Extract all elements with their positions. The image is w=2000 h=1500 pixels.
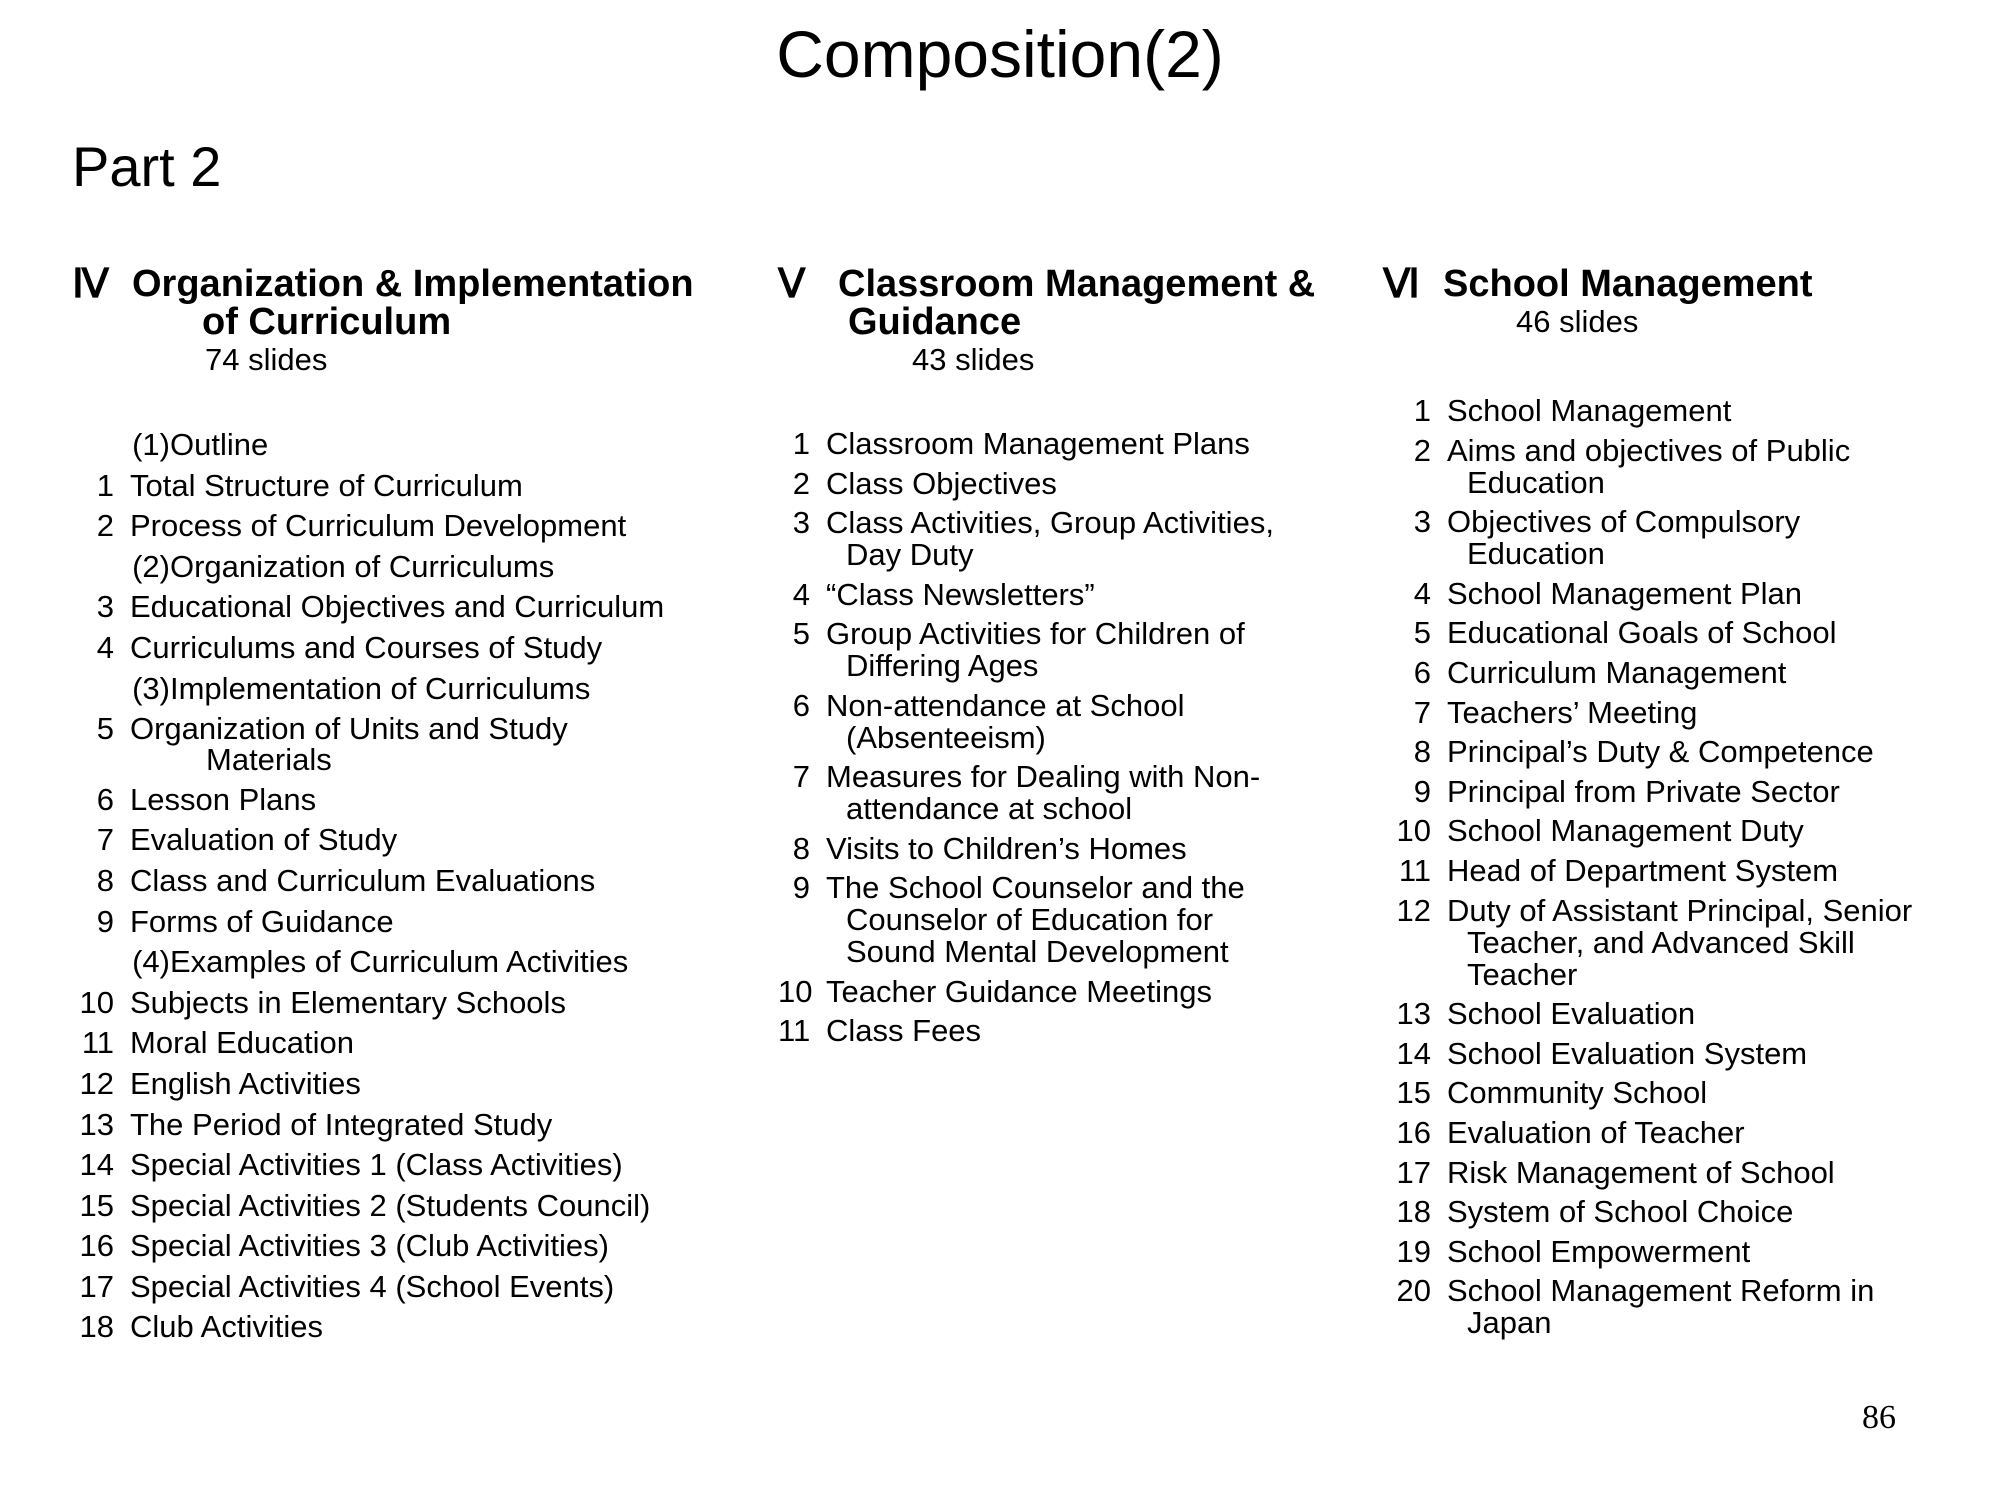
- list-item: [778, 1015, 1378, 1047]
- item-text: Principal’s Duty & Competence: [1447, 734, 1874, 770]
- item-text: English Activities: [130, 1065, 361, 1101]
- column-title: [132, 265, 694, 341]
- item-text-block: [826, 465, 1378, 501]
- column-school-management: [1383, 261, 1983, 1347]
- item-number: 5: [96, 711, 114, 747]
- item-text: Teachers’ Meeting: [1447, 694, 1698, 730]
- item-text-block: [170, 548, 772, 584]
- section-number: (1): [132, 427, 170, 462]
- item-number: 16: [1396, 1114, 1431, 1150]
- item-number: 11: [81, 1025, 114, 1061]
- slide-count: 46 slides: [1516, 304, 1639, 339]
- item-text-block: [1447, 773, 1983, 809]
- item-number: 3: [1413, 504, 1431, 540]
- item-text: School Management Reform in: [1447, 1273, 1875, 1309]
- item-text-block: [826, 830, 1378, 866]
- item-text-block: [1447, 432, 1983, 500]
- list-item: [72, 467, 772, 503]
- item-text-block: [1447, 736, 1983, 768]
- column-heading: [1383, 261, 1983, 306]
- item-text: Forms of Guidance: [130, 903, 394, 939]
- item-number: 12: [79, 1065, 114, 1101]
- item-number: 5: [792, 616, 810, 651]
- list-item: [1383, 892, 1983, 992]
- item-text-block: [1447, 815, 1983, 847]
- column-title-line1: Classroom Management &: [838, 263, 1316, 305]
- column-classroom-management: [778, 261, 1378, 1055]
- section-heading: [72, 548, 772, 584]
- item-text: Duty of Assistant Principal, Senior: [1447, 892, 1913, 928]
- slide-count: 74 slides: [205, 342, 328, 377]
- item-text: Special Activities 3 (Club Activities): [130, 1228, 609, 1264]
- list-item: [778, 973, 1378, 1009]
- item-text-block: [170, 429, 772, 461]
- list-item: [778, 687, 1378, 755]
- item-text-block: [170, 946, 772, 978]
- topic-list: [1383, 395, 1983, 1339]
- item-number: 14: [79, 1147, 114, 1183]
- item-text-block: [826, 428, 1378, 460]
- item-number: 6: [792, 687, 810, 723]
- item-number: 6: [96, 781, 114, 817]
- item-text-block: [130, 1027, 772, 1059]
- item-text-continuation: Materials: [206, 742, 332, 778]
- item-number: 14: [1396, 1035, 1431, 1071]
- section-heading: [72, 429, 772, 461]
- item-number: 18: [79, 1309, 114, 1345]
- item-number: 3: [792, 505, 810, 540]
- item-text-block: [130, 1230, 772, 1262]
- list-item: [72, 711, 772, 778]
- topic-list: [72, 429, 772, 1343]
- item-text-continuation: Differing Ages: [846, 648, 1039, 683]
- item-number: 13: [79, 1106, 114, 1142]
- list-item: [1383, 654, 1983, 690]
- roman-numeral: Ⅴ: [778, 261, 806, 306]
- item-text: Class Activities, Group Activities,: [826, 505, 1274, 540]
- item-number: 4: [96, 629, 114, 665]
- list-item: [72, 1027, 772, 1059]
- item-text-block: [130, 1187, 772, 1223]
- column-heading: [72, 261, 772, 343]
- topic-list: [778, 428, 1378, 1047]
- list-item: [1383, 617, 1983, 649]
- list-item: [72, 591, 772, 623]
- list-item: [72, 1106, 772, 1142]
- roman-numeral: Ⅳ: [72, 261, 109, 306]
- item-text: Teacher Guidance Meetings: [826, 973, 1213, 1009]
- item-text-block: [130, 1311, 772, 1343]
- item-text: The Period of Integrated Study: [130, 1106, 553, 1142]
- item-text: “Class Newsletters”: [826, 576, 1095, 612]
- item-number: 1: [792, 426, 810, 461]
- item-text-block: [826, 507, 1378, 571]
- item-text-block: [130, 781, 772, 817]
- item-text: Curriculum Management: [1447, 654, 1787, 690]
- list-item: [72, 510, 772, 542]
- list-item: [1383, 815, 1983, 847]
- item-text: Head of Department System: [1447, 852, 1839, 888]
- item-text: Implementation of Curriculums: [170, 670, 591, 706]
- item-text-block: [826, 618, 1378, 682]
- item-text-block: [1447, 654, 1983, 690]
- list-item: [72, 1230, 772, 1262]
- item-number: 10: [1396, 813, 1431, 849]
- list-item: [1383, 1233, 1983, 1269]
- item-text-block: [826, 872, 1378, 968]
- item-text: School Management Plan: [1447, 575, 1803, 611]
- column-title-line1: Organization & Implementation: [132, 263, 694, 305]
- item-number: 1: [1413, 393, 1431, 428]
- item-text-block: [130, 1268, 772, 1304]
- column-title-line2: Guidance: [848, 301, 1022, 343]
- item-text: Aims and objectives of Public: [1447, 432, 1851, 468]
- item-text-block: [826, 761, 1378, 825]
- item-number: 7: [1413, 694, 1431, 730]
- list-item: [1383, 852, 1983, 888]
- item-number: 2: [96, 508, 114, 544]
- item-text: Educational Goals of School: [1447, 615, 1837, 651]
- item-number: 17: [1396, 1154, 1431, 1190]
- item-text: Class and Curriculum Evaluations: [130, 862, 596, 898]
- item-number: 4: [792, 576, 810, 612]
- item-text: Educational Objectives and Curriculum: [130, 589, 665, 625]
- item-number: 9: [1413, 773, 1431, 809]
- item-text-block: [130, 862, 772, 898]
- list-item: [72, 824, 772, 856]
- item-text: School Management: [1447, 393, 1732, 428]
- item-text-block: [1447, 1196, 1983, 1228]
- list-item: [1383, 773, 1983, 809]
- item-text-block: [130, 629, 772, 665]
- item-text-block: [130, 591, 772, 623]
- item-number: 18: [1396, 1194, 1431, 1230]
- item-number: 7: [96, 822, 114, 858]
- item-number: 2: [792, 465, 810, 501]
- item-text: Objectives of Compulsory: [1447, 504, 1801, 540]
- item-text-continuation: Japan: [1467, 1305, 1552, 1341]
- list-item: [1383, 1035, 1983, 1071]
- item-text: School Evaluation System: [1447, 1035, 1808, 1071]
- item-text-continuation: attendance at school: [846, 791, 1133, 826]
- item-text: Special Activities 2 (Students Council): [130, 1187, 651, 1223]
- item-text: Curriculums and Courses of Study: [130, 629, 603, 665]
- item-number: 19: [1396, 1233, 1431, 1269]
- item-text-block: [1447, 395, 1983, 427]
- item-text: School Empowerment: [1447, 1233, 1751, 1269]
- item-text: Measures for Dealing with Non-: [826, 759, 1261, 794]
- item-text: Risk Management of School: [1447, 1154, 1835, 1190]
- list-item: [1383, 1196, 1983, 1228]
- list-item: [778, 507, 1378, 571]
- list-item: [1383, 432, 1983, 500]
- list-item: [1383, 998, 1983, 1030]
- item-text-block: [130, 1149, 772, 1181]
- item-number: 10: [778, 973, 813, 1009]
- item-text-continuation: Teacher, and Advanced Skill: [1467, 924, 1855, 960]
- list-item: [778, 761, 1378, 825]
- item-text-block: [130, 711, 772, 778]
- item-text-block: [1447, 1114, 1983, 1150]
- item-text: Total Structure of Curriculum: [130, 467, 523, 503]
- item-text-block: [826, 1015, 1378, 1047]
- list-item: [1383, 1077, 1983, 1109]
- item-text-block: [1447, 1035, 1983, 1071]
- list-item: [1383, 395, 1983, 427]
- item-text-block: [826, 687, 1378, 755]
- section-heading: [72, 946, 772, 978]
- item-text: The School Counselor and the: [826, 870, 1245, 905]
- item-text-block: [170, 670, 772, 706]
- list-item: [778, 830, 1378, 866]
- item-text-block: [826, 973, 1378, 1009]
- item-text-block: [1447, 1154, 1983, 1190]
- item-number: 16: [79, 1228, 114, 1264]
- item-text: Community School: [1447, 1075, 1708, 1111]
- item-number: 2: [1413, 432, 1431, 468]
- item-text-block: [1447, 1077, 1983, 1109]
- list-item: [72, 1187, 772, 1223]
- list-item: [72, 629, 772, 665]
- item-text: Process of Curriculum Development: [130, 508, 627, 544]
- item-text-block: [1447, 998, 1983, 1030]
- section-number: (4): [132, 944, 170, 980]
- item-number: 13: [1396, 996, 1431, 1032]
- item-number: 7: [792, 759, 810, 794]
- list-item: [72, 862, 772, 898]
- list-item: [72, 1268, 772, 1304]
- item-text-continuation: Day Duty: [846, 537, 974, 572]
- column-title: [838, 265, 1315, 341]
- list-item: [1383, 736, 1983, 768]
- item-text: Evaluation of Study: [130, 822, 398, 858]
- item-text-continuation: Education: [1467, 536, 1605, 572]
- item-text: Group Activities for Children of: [826, 616, 1245, 651]
- list-item: [1383, 694, 1983, 730]
- item-number: 17: [79, 1268, 114, 1304]
- item-text-block: [130, 510, 772, 542]
- item-number: 10: [79, 984, 114, 1020]
- item-text: Non-attendance at School: [826, 687, 1185, 723]
- item-number: 4: [1413, 575, 1431, 611]
- item-text-block: [1447, 617, 1983, 649]
- item-number: 8: [96, 862, 114, 898]
- item-number: 12: [1396, 892, 1431, 928]
- item-text-block: [1447, 892, 1983, 992]
- item-text: Moral Education: [130, 1025, 355, 1061]
- list-item: [72, 1149, 772, 1181]
- item-number: 8: [792, 830, 810, 866]
- item-text-continuation: Education: [1467, 464, 1605, 500]
- column-title: [1443, 265, 1813, 303]
- item-text: Class Fees: [826, 1013, 982, 1048]
- item-number: 1: [96, 467, 114, 503]
- item-text-block: [130, 824, 772, 856]
- item-text: Visits to Children’s Homes: [826, 830, 1187, 866]
- item-text-block: [130, 467, 772, 503]
- list-item: [778, 465, 1378, 501]
- item-text-block: [130, 903, 772, 939]
- item-number: 5: [1413, 615, 1431, 651]
- item-text-block: [1447, 1233, 1983, 1269]
- item-number: 15: [1396, 1075, 1431, 1111]
- list-item: [778, 576, 1378, 612]
- item-text: Principal from Private Sector: [1447, 773, 1840, 809]
- column-title-line2: of Curriculum: [202, 301, 452, 343]
- item-text-block: [130, 1065, 772, 1101]
- item-text: School Management Duty: [1447, 813, 1804, 849]
- section-number: (2): [132, 548, 170, 584]
- item-text-block: [130, 1106, 772, 1142]
- item-text-continuation: Counselor of Education for: [846, 902, 1214, 937]
- item-number: 15: [79, 1187, 114, 1223]
- item-text: Club Activities: [130, 1309, 323, 1345]
- item-number: 9: [96, 903, 114, 939]
- list-item: [1383, 1154, 1983, 1190]
- item-text-block: [1447, 1275, 1983, 1339]
- item-text-block: [1447, 852, 1983, 888]
- list-item: [778, 428, 1378, 460]
- item-number: 6: [1413, 654, 1431, 690]
- item-number: 9: [792, 870, 810, 905]
- list-item: [72, 1311, 772, 1343]
- page-number: 86: [1862, 1399, 1896, 1436]
- roman-numeral: Ⅵ: [1383, 261, 1420, 306]
- item-text-block: [1447, 506, 1983, 570]
- item-text: Organization of Curriculums: [170, 548, 555, 584]
- list-item: [1383, 1275, 1983, 1339]
- item-text-block: [1447, 575, 1983, 611]
- item-text-block: [826, 576, 1378, 612]
- list-item: [72, 984, 772, 1020]
- column-heading: [778, 261, 1378, 343]
- item-text: Special Activities 1 (Class Activities): [130, 1147, 623, 1183]
- item-text: Classroom Management Plans: [826, 426, 1250, 461]
- list-item: [1383, 1114, 1983, 1150]
- list-item: [1383, 506, 1983, 570]
- column-curriculum: [72, 261, 772, 1352]
- item-text-continuation: Teacher: [1467, 956, 1578, 992]
- list-item: [1383, 575, 1983, 611]
- item-number: 11: [1398, 852, 1431, 888]
- item-text: Lesson Plans: [130, 781, 317, 817]
- item-text: Subjects in Elementary Schools: [130, 984, 566, 1020]
- item-text: Special Activities 4 (School Events): [130, 1268, 615, 1304]
- section-number: (3): [132, 670, 170, 706]
- item-number: 8: [1413, 734, 1431, 770]
- item-text-block: [130, 984, 772, 1020]
- list-item: [72, 903, 772, 939]
- item-number: 20: [1396, 1273, 1431, 1309]
- section-heading: [72, 670, 772, 706]
- item-text-continuation: Sound Mental Development: [846, 934, 1229, 969]
- item-text: Examples of Curriculum Activities: [170, 944, 629, 980]
- item-text: Organization of Units and Study: [130, 711, 568, 747]
- list-item: [778, 872, 1378, 968]
- item-number: 11: [778, 1013, 811, 1048]
- item-text-block: [1447, 694, 1983, 730]
- page-title: Composition(2): [776, 17, 1224, 91]
- item-text-continuation: (Absenteeism): [846, 719, 1046, 755]
- item-text: System of School Choice: [1447, 1194, 1794, 1230]
- part-label: Part 2: [72, 135, 222, 198]
- list-item: [72, 1065, 772, 1101]
- item-text: Class Objectives: [826, 465, 1057, 501]
- item-text: School Evaluation: [1447, 996, 1696, 1032]
- list-item: [72, 781, 772, 817]
- item-text: Outline: [170, 427, 269, 462]
- column-title-line1: School Management: [1443, 263, 1813, 305]
- item-text: Evaluation of Teacher: [1447, 1114, 1745, 1150]
- slide-count: 43 slides: [912, 342, 1035, 377]
- list-item: [778, 618, 1378, 682]
- item-number: 3: [96, 589, 114, 625]
